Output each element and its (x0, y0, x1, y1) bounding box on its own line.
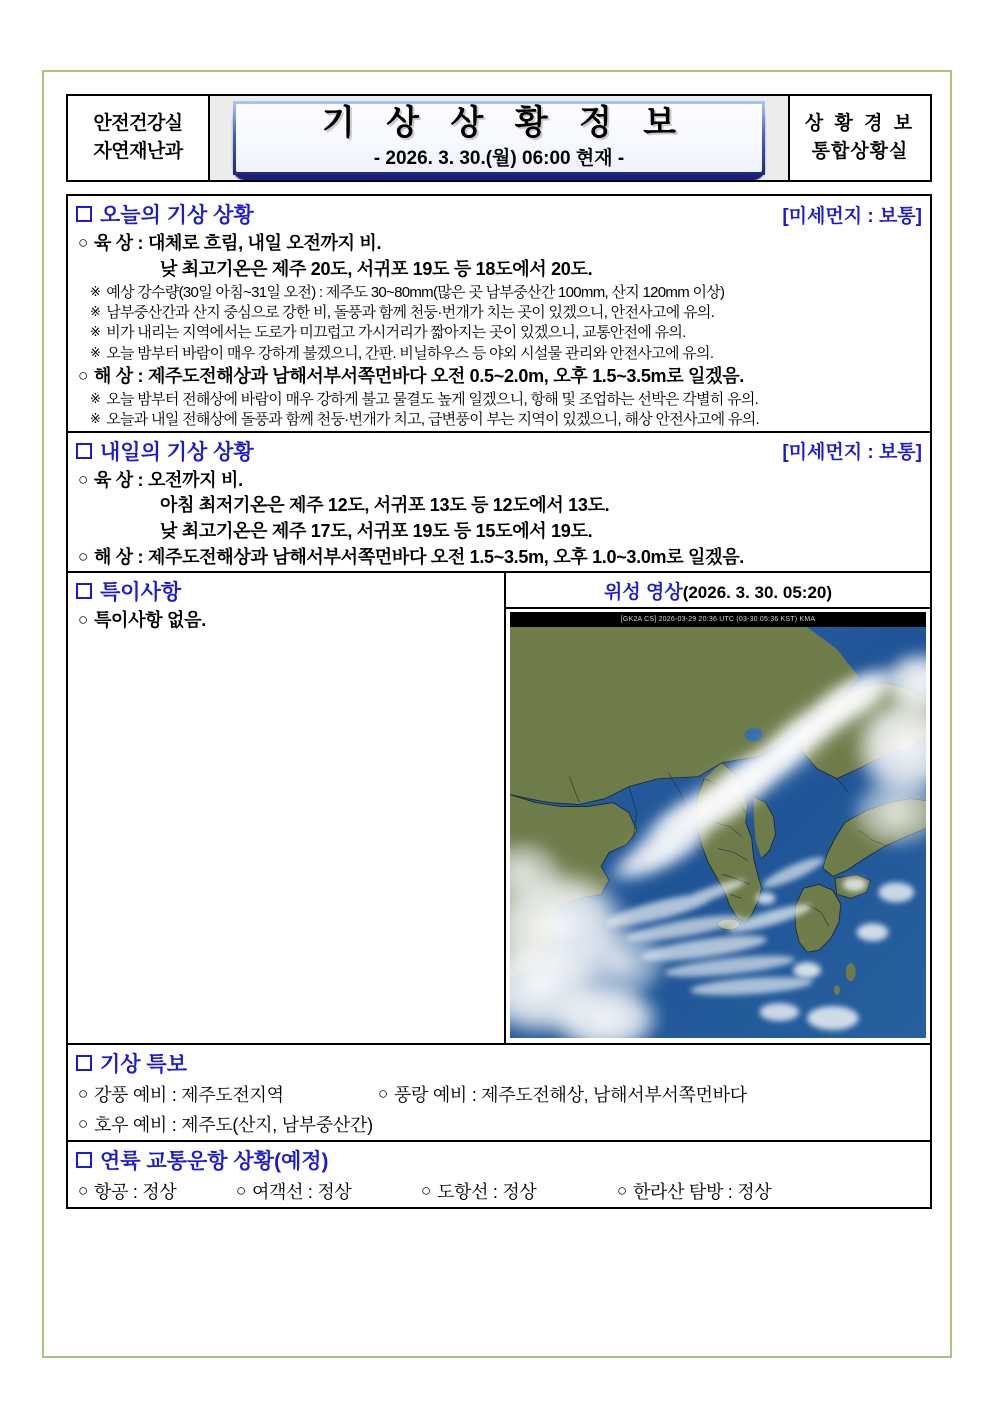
header-department (68, 96, 210, 180)
section-transport (68, 1142, 930, 1207)
warnings-row-1 (68, 1080, 930, 1110)
section-satellite (506, 573, 930, 1043)
tomorrow-max-row (68, 519, 930, 545)
section-special-heading-text: 특이사항 (100, 580, 182, 604)
section-warnings-header (68, 1045, 930, 1080)
satellite-imagery (510, 627, 926, 1038)
section-tomorrow-header (68, 433, 930, 468)
today-land-text: 육 상 : 대체로 흐림, 내일 오전까지 비. (93, 233, 382, 253)
asterisk-icon: ※ (90, 283, 101, 299)
section-tomorrow (68, 433, 930, 573)
page-title: 기 상 상 황 정 보 (321, 104, 688, 143)
section-today-heading-text: 오늘의 기상 상황 (100, 204, 254, 227)
circle-bullet-icon: ○ (78, 1113, 88, 1133)
today-note-0 (68, 283, 930, 303)
transport-item-0-text: 항공 : 정상 (93, 1181, 177, 1202)
checkbox-square-icon (76, 583, 92, 599)
satellite-caption-time: (2026. 3. 30. 05:20) (682, 582, 833, 602)
tomorrow-max-text: 낮 최고기온은 제주 17도, 서귀포 19도 등 15도에서 19도. (160, 521, 593, 542)
page-border (42, 70, 952, 1358)
header-office-line2: 통합상황실 (811, 141, 909, 162)
title-plate (233, 101, 765, 175)
page-title-timestamp: - 2026. 3. 30.(월) 06:00 현재 - (373, 147, 625, 169)
asterisk-icon: ※ (90, 303, 101, 319)
section-today-header (68, 196, 930, 231)
section-special-and-satellite (68, 573, 930, 1045)
section-transport-header (68, 1142, 930, 1177)
transport-item-2-text: 도항선 : 정상 (436, 1181, 537, 1202)
today-note-1 (68, 303, 930, 323)
section-tomorrow-title (76, 436, 254, 466)
section-today-title (76, 199, 254, 229)
checkbox-square-icon (76, 206, 92, 222)
today-sea-row (68, 364, 930, 390)
circle-bullet-icon: ○ (378, 1083, 388, 1103)
today-sea-note-1-text: 오늘과 내일 전해상에 돌풍과 함께 천둥·번개가 치고, 급변풍이 부는 지역이 있겠으니, 해상 안전사고에 유의. (106, 411, 759, 429)
satellite-overlay-text: [GK2A CS] 2026-03-29 20:36 UTC (03-30 05:36 KST) KMA (510, 612, 926, 627)
checkbox-square-icon (76, 443, 92, 459)
section-warnings-title (76, 1048, 187, 1078)
section-special-title (76, 576, 181, 606)
today-note-0-text: 예상 강수량(30일 아침~31일 오전) : 제주도 30~80mm(많은 곳 남부중산간 100mm, 산지 120mm 이상) (106, 283, 725, 301)
asterisk-icon: ※ (90, 324, 101, 340)
circle-bullet-icon: ○ (236, 1180, 246, 1200)
section-tomorrow-heading-text: 내일의 기상 상황 (100, 440, 254, 464)
today-land-row (68, 231, 930, 257)
warning-item-1 (378, 1081, 922, 1107)
circle-bullet-icon: ○ (78, 233, 88, 252)
section-warnings (68, 1045, 930, 1142)
section-today (68, 196, 930, 433)
checkbox-square-icon (76, 1055, 92, 1071)
today-sea-note-0 (68, 390, 930, 410)
special-item-row (68, 608, 504, 634)
header-department-line1: 안전건강실 (93, 113, 183, 135)
today-land-temp-row (68, 257, 930, 283)
today-note-3-text: 오늘 밤부터 바람이 매우 강하게 불겠으니, 간판. 비닐하우스 등 야외 시설물 관리와 안전사고에 유의. (106, 344, 714, 362)
warning-item-0 (78, 1081, 378, 1107)
circle-bullet-icon: ○ (78, 1083, 88, 1103)
warning-item-0-text: 강풍 예비 : 제주도전지역 (93, 1084, 284, 1105)
section-transport-heading-text: 연륙 교통운항 상황(예정) (100, 1149, 329, 1173)
tomorrow-sea-text: 해 상 : 제주도전해상과 남해서부서쪽먼바다 오전 1.5~3.5m, 오후 1.0~3.0m로 일겠음. (93, 546, 744, 567)
tomorrow-sea-row (68, 545, 930, 571)
today-sea-text: 해 상 : 제주도전해상과 남해서부서쪽먼바다 오전 0.5~2.0m, 오후 1.5~3.5m로 일겠음. (93, 366, 744, 387)
asterisk-icon: ※ (90, 390, 101, 406)
circle-bullet-icon: ○ (617, 1180, 627, 1200)
circle-bullet-icon: ○ (78, 469, 88, 489)
today-note-1-text: 남부중산간과 산지 중심으로 강한 비, 돌풍과 함께 천둥·번개가 치는 곳이 있겠으니, 안전사고에 유의. (106, 303, 715, 321)
transport-item-1-text: 여객선 : 정상 (251, 1181, 352, 1202)
today-note-2 (68, 323, 930, 343)
header-title-area (210, 96, 788, 180)
checkbox-square-icon (76, 1152, 92, 1168)
document-header (66, 94, 932, 182)
transport-item-0 (78, 1178, 236, 1204)
dust-badge-tomorrow: [미세먼지 : 보통] (782, 442, 922, 464)
section-special (68, 573, 506, 1043)
section-warnings-heading-text: 기상 특보 (100, 1052, 187, 1076)
transport-item-3 (617, 1178, 922, 1204)
today-sea-note-1 (68, 410, 930, 430)
tomorrow-min-text: 아침 최저기온은 제주 12도, 서귀포 13도 등 12도에서 13도. (160, 495, 610, 516)
warning-item-2 (78, 1111, 922, 1137)
tomorrow-land-text: 육 상 : 오전까지 비. (93, 469, 243, 490)
transport-item-1 (236, 1178, 421, 1204)
satellite-graphic (510, 627, 926, 1038)
section-transport-title (76, 1145, 329, 1175)
warning-item-1-text: 풍랑 예비 : 제주도전해상, 남해서부서쪽먼바다 (393, 1084, 747, 1105)
circle-bullet-icon: ○ (78, 609, 88, 629)
satellite-caption-label: 위성 영상 (603, 581, 683, 603)
circle-bullet-icon: ○ (78, 1180, 88, 1200)
circle-bullet-icon: ○ (421, 1180, 431, 1200)
today-note-3 (68, 344, 930, 364)
tomorrow-land-row (68, 468, 930, 494)
warnings-row-2 (68, 1110, 930, 1140)
today-land-temp-text: 낮 최고기온은 제주 20도, 서귀포 19도 등 18도에서 20도. (160, 258, 593, 279)
today-note-2-text: 비가 내리는 지역에서는 도로가 미끄럽고 가시거리가 짧아지는 곳이 있겠으니, 교통안전에 유의. (106, 324, 686, 342)
warning-item-2-text: 호우 예비 : 제주도(산지, 남부중산간) (93, 1114, 373, 1135)
circle-bullet-icon: ○ (78, 366, 88, 386)
satellite-image-wrap (506, 609, 930, 1043)
body-table (66, 194, 932, 1209)
transport-row (68, 1177, 930, 1207)
satellite-image (510, 612, 926, 1038)
section-special-header (68, 573, 504, 608)
dust-badge-today: [미세먼지 : 보통] (782, 205, 922, 227)
circle-bullet-icon: ○ (78, 546, 88, 566)
transport-item-2 (421, 1178, 617, 1204)
asterisk-icon: ※ (90, 344, 101, 360)
satellite-caption (506, 573, 930, 609)
header-office-line1: 상 황 경 보 (804, 113, 916, 135)
header-department-line2: 자연재난과 (93, 141, 183, 162)
today-sea-note-0-text: 오늘 밤부터 전해상에 바람이 매우 강하게 불고 물결도 높게 일겠으니, 항해 및 조업하는 선박은 각별히 유의. (106, 390, 759, 408)
tomorrow-min-row (68, 493, 930, 519)
special-item-text: 특이사항 없음. (93, 609, 206, 630)
header-office (788, 96, 930, 180)
asterisk-icon: ※ (90, 411, 101, 427)
transport-item-3-text: 한라산 탐방 : 정상 (632, 1181, 772, 1202)
